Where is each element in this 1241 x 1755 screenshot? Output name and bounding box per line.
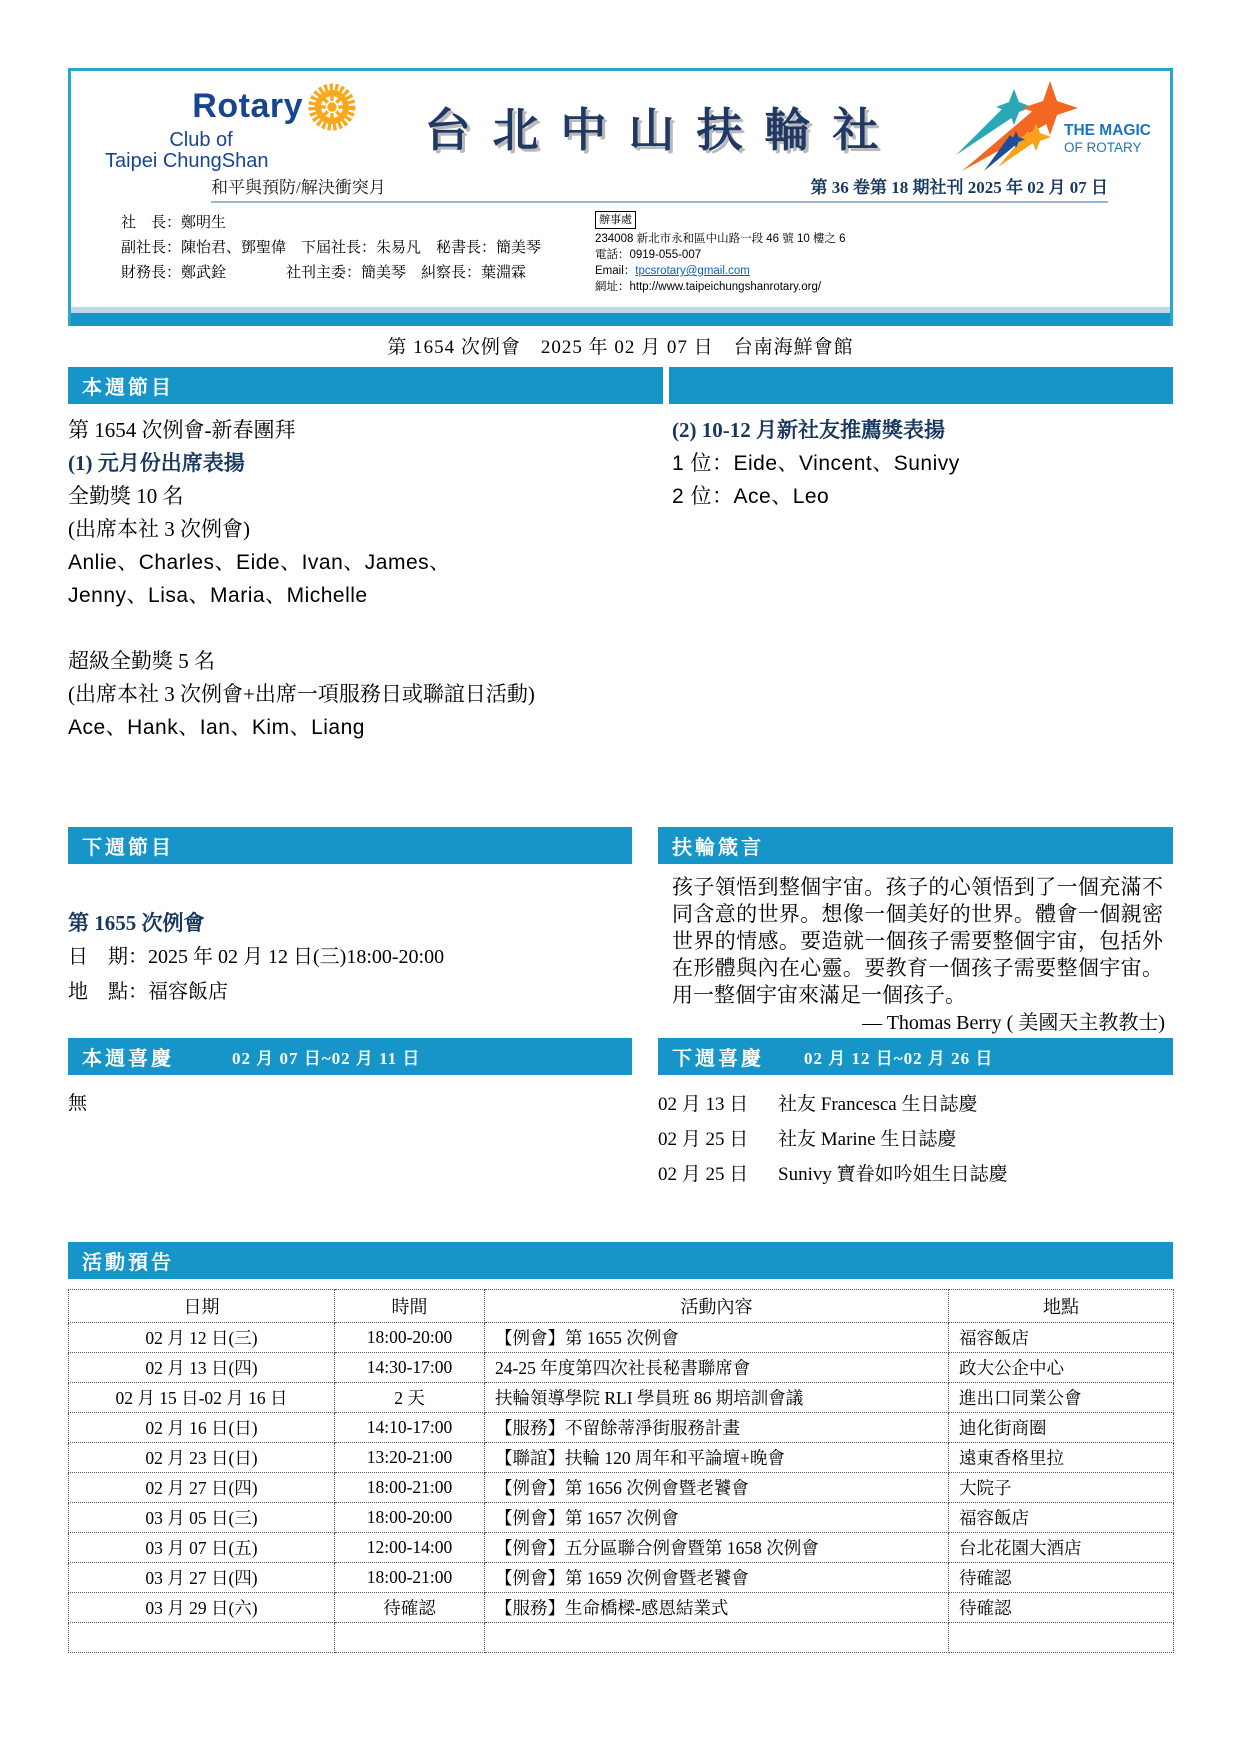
event-date: 02 月 15 日-02 月 16 日: [69, 1383, 335, 1413]
next-meeting-no: 第 1655 次例會: [68, 911, 205, 935]
rotary-wordmark: Rotary: [192, 87, 303, 126]
next-meeting-date: 日 期：2025 年 02 月 12 日(三)18:00-20:00: [68, 946, 445, 968]
office-block: [595, 211, 1170, 295]
event-place: 待確認: [949, 1593, 1174, 1623]
this-week-bar: [68, 367, 663, 404]
table-row: [69, 1353, 1174, 1383]
super-award-line: (出席本社 3 次例會+出席一項服務日或聯誼日活動): [68, 682, 535, 706]
officer-line: 副社長：陳怡君、鄧聖偉 下屆社長：朱易凡 秘書長：簡美琴: [121, 240, 542, 256]
event-date: 02 月 23 日(日): [69, 1443, 335, 1473]
event-desc: 【例會】第 1659 次例會暨老饕會: [485, 1563, 949, 1593]
event-date: 02 月 27 日(四): [69, 1473, 335, 1503]
event-time: 2 天: [335, 1383, 485, 1413]
cheer-item: [658, 1122, 1173, 1157]
award2-line: 2 位：Ace、Leo: [672, 485, 830, 508]
event-time: 12:00-14:00: [335, 1533, 485, 1563]
event-time: 18:00-20:00: [335, 1503, 485, 1533]
cheers-row: [68, 1038, 1173, 1192]
office-email-line: [595, 263, 1170, 279]
event-date: 03 月 07 日(五): [69, 1533, 335, 1563]
event-date: 03 月 05 日(三): [69, 1503, 335, 1533]
office-label: 辦事處: [595, 211, 636, 229]
club-title: 台北中山扶輪社: [424, 105, 901, 156]
award1-names: Jenny、Lisa、Maria、Michelle: [68, 584, 368, 607]
email-link[interactable]: tpcsrotary@gmail.com: [635, 265, 750, 277]
table-row: [69, 1563, 1174, 1593]
rotary-wordmark-row: [105, 82, 357, 132]
table-row: [69, 1593, 1174, 1623]
magic-of-rotary-logo: [952, 79, 1152, 175]
next-meeting-place: 地 點：福容飯店: [68, 981, 228, 1003]
col-header-time: 時間: [335, 1290, 485, 1323]
event-time: 14:10-17:00: [335, 1413, 485, 1443]
officer-line: 社 長：鄭明生: [121, 215, 227, 231]
super-award-line: 超級全勤獎 5 名: [68, 649, 215, 673]
award1-title: (1) 元月份出席表揚: [68, 451, 245, 475]
event-time: 13:20-21:00: [335, 1443, 485, 1473]
header: [68, 68, 1173, 326]
this-week-cheer-col: [68, 1038, 632, 1192]
cheer-item: [658, 1157, 1173, 1192]
rotary-club-name: Taipei ChungShan: [105, 150, 269, 172]
next-week-cheer-col: [658, 1038, 1173, 1192]
award1-line: (出席本社 3 次例會): [68, 517, 250, 541]
cheer-list: [658, 1087, 1173, 1192]
award2-line: 1 位：Eide、Vincent、Sunivy: [672, 452, 960, 475]
this-week-title: 本週節目: [82, 377, 174, 399]
col-header-desc: 活動內容: [485, 1290, 949, 1323]
event-date: 02 月 16 日(日): [69, 1413, 335, 1443]
header-top: [71, 71, 1170, 173]
web-label: 網址：: [595, 281, 630, 293]
this-week-cheer-bar: [68, 1038, 632, 1075]
event-place: 進出口同業公會: [949, 1383, 1174, 1413]
award1-line: 全勤獎 10 名: [68, 484, 184, 508]
next-week-cheer-title: 下週喜慶: [672, 1048, 764, 1070]
cheer-date: 02 月 25 日: [658, 1129, 749, 1150]
rotary-club-prefix: Club of: [169, 129, 233, 151]
magic-stars-icon: [952, 79, 1152, 175]
event-desc: 【例會】第 1655 次例會: [485, 1323, 949, 1353]
event-desc: 【服務】不留餘蒂淨街服務計畫: [485, 1413, 949, 1443]
event-place: 遠東香格里拉: [949, 1443, 1174, 1473]
next-week-content: [68, 906, 632, 1010]
motto-attribution: — Thomas Berry ( 美國天主教教士): [862, 1012, 1165, 1034]
event-place: 待確認: [949, 1563, 1174, 1593]
super-award-names: Ace、Hank、Ian、Kim、Liang: [68, 716, 365, 739]
theme-month: 和平與預防/解決衝突月: [211, 178, 386, 197]
event-desc: 24-25 年度第四次社長秘書聯席會: [485, 1353, 949, 1383]
this-week-cheer-title: 本週喜慶: [82, 1048, 174, 1070]
cheer-item: [658, 1087, 1173, 1122]
officer-line: 財務長：鄭武銓 社刊主委：簡美琴 糾察長：葉淵霖: [121, 265, 527, 281]
next-week-title: 下週節目: [82, 837, 174, 859]
event-place: 政大公企中心: [949, 1353, 1174, 1383]
event-date: 02 月 13 日(四): [69, 1353, 335, 1383]
meeting-line: 第 1654 次例會 2025 年 02 月 07 日 台南海鮮會館: [387, 337, 854, 358]
office-web-line: [595, 279, 1170, 295]
next-week-motto-row: [68, 827, 1173, 1038]
event-place: 台北花園大酒店: [949, 1533, 1174, 1563]
event-time: 18:00-21:00: [335, 1473, 485, 1503]
rotary-club-logo: [105, 82, 357, 172]
this-week-left-col: [68, 414, 658, 744]
svg-text:OF ROTARY: OF ROTARY: [1064, 140, 1142, 155]
events-header-row: [69, 1290, 1174, 1323]
event-place: 福容飯店: [949, 1323, 1174, 1353]
cheer-text: 社友 Francesca 生日誌慶: [778, 1094, 978, 1115]
officers-block: [121, 211, 595, 295]
event-place: 迪化街商圈: [949, 1413, 1174, 1443]
header-info-row: [71, 203, 1170, 307]
this-week-bar-row: [68, 367, 1173, 404]
table-row: [69, 1473, 1174, 1503]
header-stripe-dark: [71, 313, 1170, 326]
cheer-text: 社友 Marine 生日誌慶: [778, 1129, 957, 1150]
event-place: [949, 1623, 1174, 1653]
email-label: Email：: [595, 265, 636, 277]
issue-info: 第 36 卷第 18 期社刊 2025 年 02 月 07 日: [810, 178, 1108, 197]
event-date: 02 月 12 日(三): [69, 1323, 335, 1353]
event-desc: 扶輪領導學院 RLI 學員班 86 期培訓會議: [485, 1383, 949, 1413]
event-place: 福容飯店: [949, 1503, 1174, 1533]
table-row: [69, 1533, 1174, 1563]
table-row: [69, 1413, 1174, 1443]
event-time: 待確認: [335, 1593, 485, 1623]
event-time: 14:30-17:00: [335, 1353, 485, 1383]
event-desc: 【例會】五分區聯合例會暨第 1658 次例會: [485, 1533, 949, 1563]
office-phone: 電話：0919-055-007: [595, 249, 702, 261]
this-week-cheer-range: 02 月 07 日~02 月 11 日: [232, 1049, 421, 1068]
svg-text:THE MAGIC: THE MAGIC: [1064, 122, 1151, 139]
event-date: [69, 1623, 335, 1653]
this-week-right-col: [658, 414, 1173, 744]
event-desc: 【例會】第 1656 次例會暨老饕會: [485, 1473, 949, 1503]
web-url[interactable]: http://www.taipeichungshanrotary.org/: [629, 281, 822, 293]
next-week-cheer-range: 02 月 12 日~02 月 26 日: [804, 1049, 994, 1068]
event-desc: 【聯誼】扶輪 120 周年和平論壇+晚會: [485, 1443, 949, 1473]
motto-col: [658, 827, 1173, 1038]
events-table: [68, 1289, 1174, 1653]
rotary-wheel-icon: [307, 82, 357, 132]
office-address: 234008 新北市永和區中山路一段 46 號 10 樓之 6: [595, 233, 846, 245]
cheer-date: 02 月 25 日: [658, 1164, 749, 1185]
award2-title: (2) 10-12 月新社友推薦獎表揚: [672, 418, 945, 442]
table-row: [69, 1503, 1174, 1533]
next-week-col: [68, 827, 632, 1038]
event-time: [335, 1623, 485, 1653]
table-row: [69, 1443, 1174, 1473]
award1-names: Anlie、Charles、Eide、Ivan、James、: [68, 551, 451, 574]
events-title: 活動預告: [82, 1252, 174, 1274]
table-row: [69, 1383, 1174, 1413]
col-header-date: 日期: [69, 1290, 335, 1323]
event-time: 18:00-21:00: [335, 1563, 485, 1593]
next-week-cheer-bar: [658, 1038, 1173, 1075]
event-date: 03 月 27 日(四): [69, 1563, 335, 1593]
col-header-place: 地點: [949, 1290, 1174, 1323]
theme-issue-row: [211, 173, 1108, 203]
events-bar: [68, 1242, 1173, 1279]
this-week-content: [68, 414, 1173, 744]
table-row: [69, 1323, 1174, 1353]
event-desc: 【例會】第 1657 次例會: [485, 1503, 949, 1533]
motto-text: 孩子領悟到整個宇宙。孩子的心領悟到了一個充滿不同含意的世界。想像一個美好的世界。體會一個親密世界的情感。要造就一個孩子需要整個宇宙，包括外在形體與內在心靈。要教育一個孩子需要整個宇宙。用一整個宇宙來滿足一個孩子。: [672, 875, 1163, 1007]
motto-title: 扶輪箴言: [672, 837, 764, 859]
event-time: 18:00-20:00: [335, 1323, 485, 1353]
event-date: 03 月 29 日(六): [69, 1593, 335, 1623]
meeting-subtitle: 第 1654 次例會-新春團拜: [68, 418, 296, 442]
motto-bar: [658, 827, 1173, 864]
event-place: 大院子: [949, 1473, 1174, 1503]
cheer-text: Sunivy 寶眷如吟姐生日誌慶: [778, 1164, 1008, 1185]
spacer: [68, 612, 658, 645]
event-desc: 【服務】生命橋樑-感恩結業式: [485, 1593, 949, 1623]
table-row: [69, 1623, 1174, 1653]
cheer-date: 02 月 13 日: [658, 1094, 749, 1115]
this-week-cheer-content: 無: [68, 1093, 88, 1114]
this-week-bar-right: [669, 367, 1173, 404]
next-week-bar: [68, 827, 632, 864]
event-desc: [485, 1623, 949, 1653]
